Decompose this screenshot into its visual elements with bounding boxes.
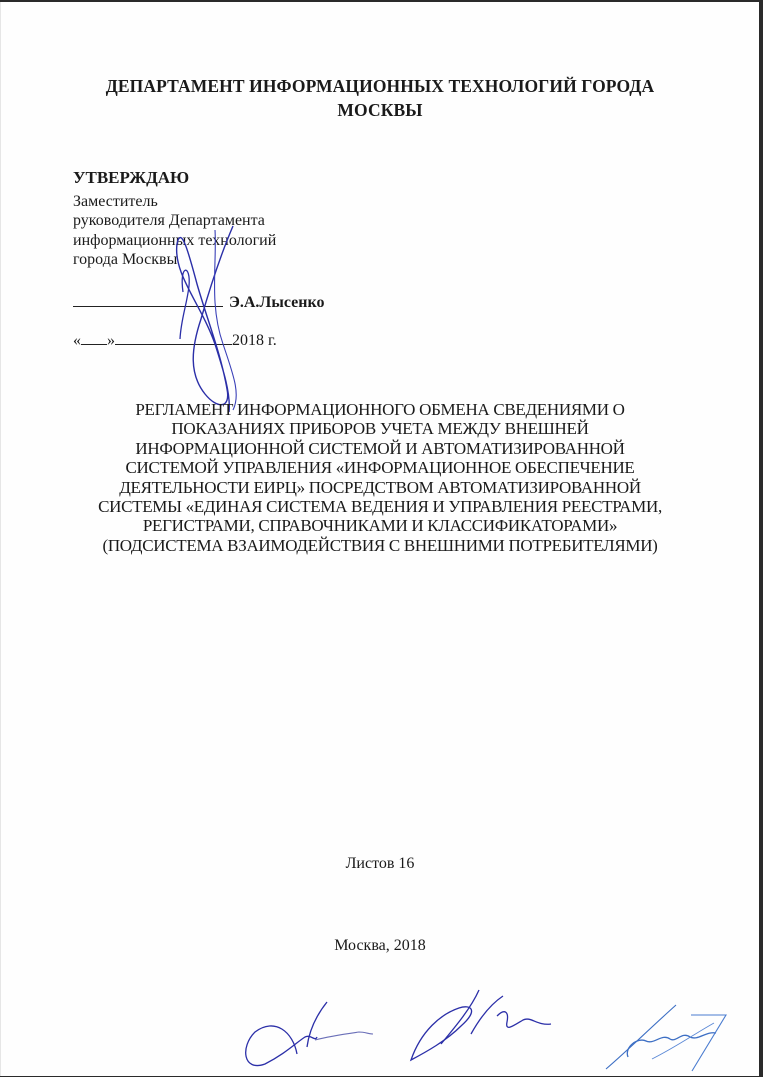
signature-stroke	[471, 996, 551, 1034]
department-title	[1, 74, 759, 122]
title-line: (ПОДСИСТЕМА ВЗАИМОДЕЙСТВИЯ С ВНЕШНИМИ ПОТРЕБИТЕЛЯМИ)	[102, 535, 658, 555]
date-close-quote: »	[107, 332, 115, 349]
approver-signature	[171, 224, 251, 414]
date-year: 2018 г.	[232, 332, 277, 349]
department-title-line-1: ДЕПАРТАМЕНТ ИНФОРМАЦИОННЫХ ТЕХНОЛОГИЙ ГОРОДА	[105, 76, 655, 96]
regulation-title	[41, 400, 719, 555]
bottom-signature-2	[401, 986, 561, 1066]
signature-stroke	[246, 1026, 317, 1066]
signature-stroke	[307, 1002, 327, 1047]
signature-stroke	[315, 1032, 373, 1040]
department-title-line-2: МОСКВЫ	[337, 100, 423, 120]
bottom-signature-1	[235, 992, 375, 1072]
approver-position-line: Заместитель	[73, 192, 158, 210]
place-and-year: Москва, 2018	[334, 937, 426, 954]
date-open-quote: «	[73, 332, 81, 349]
day-blank	[81, 330, 107, 345]
approver-position-line: информационных технологий	[73, 231, 277, 249]
signature-stroke	[441, 990, 479, 1044]
title-line: СИСТЕМЫ «ЕДИНАЯ СИСТЕМА ВЕДЕНИЯ И УПРАВЛЕНИЯ РЕЕСТРАМИ,	[98, 497, 662, 517]
signatory-name: Э.А.Лысенко	[229, 294, 325, 311]
signature-stroke	[177, 226, 233, 412]
approver-position-line: города Москвы	[73, 251, 178, 268]
bottom-signature-3	[596, 997, 736, 1077]
title-line: РЕГИСТРАМИ, СПРАВОЧНИКАМИ И КЛАССИФИКАТОРАМИ»	[142, 516, 618, 536]
approval-heading: УТВЕРЖДАЮ	[73, 168, 190, 187]
signature-stroke	[691, 1015, 726, 1071]
title-line: ДЕЯТЕЛЬНОСТИ ЕИРЦ» ПОСРЕДСТВОМ АВТОМАТИЗИРОВАННОЙ	[119, 477, 641, 497]
title-line: ПОКАЗАНИЯХ ПРИБОРОВ УЧЕТА МЕЖДУ ВНЕШНЕЙ	[171, 419, 589, 439]
signature-stroke	[652, 1023, 714, 1059]
title-line: СИСТЕМОЙ УПРАВЛЕНИЯ «ИНФОРМАЦИОННОЕ ОБЕСПЕЧЕНИЕ	[125, 458, 635, 478]
approver-position-line: руководителя Департамента	[73, 212, 265, 229]
title-line: ИНФОРМАЦИОННОЙ СИСТЕМОЙ И АВТОМАТИЗИРОВАННОЙ	[135, 438, 625, 458]
sheets-count: Листов 16	[345, 855, 415, 872]
signature-stroke	[411, 1007, 472, 1060]
title-line: РЕГЛАМЕНТ ИНФОРМАЦИОННОГО ОБМЕНА СВЕДЕНИЯМИ О	[135, 400, 625, 419]
document-page	[0, 2, 759, 1076]
